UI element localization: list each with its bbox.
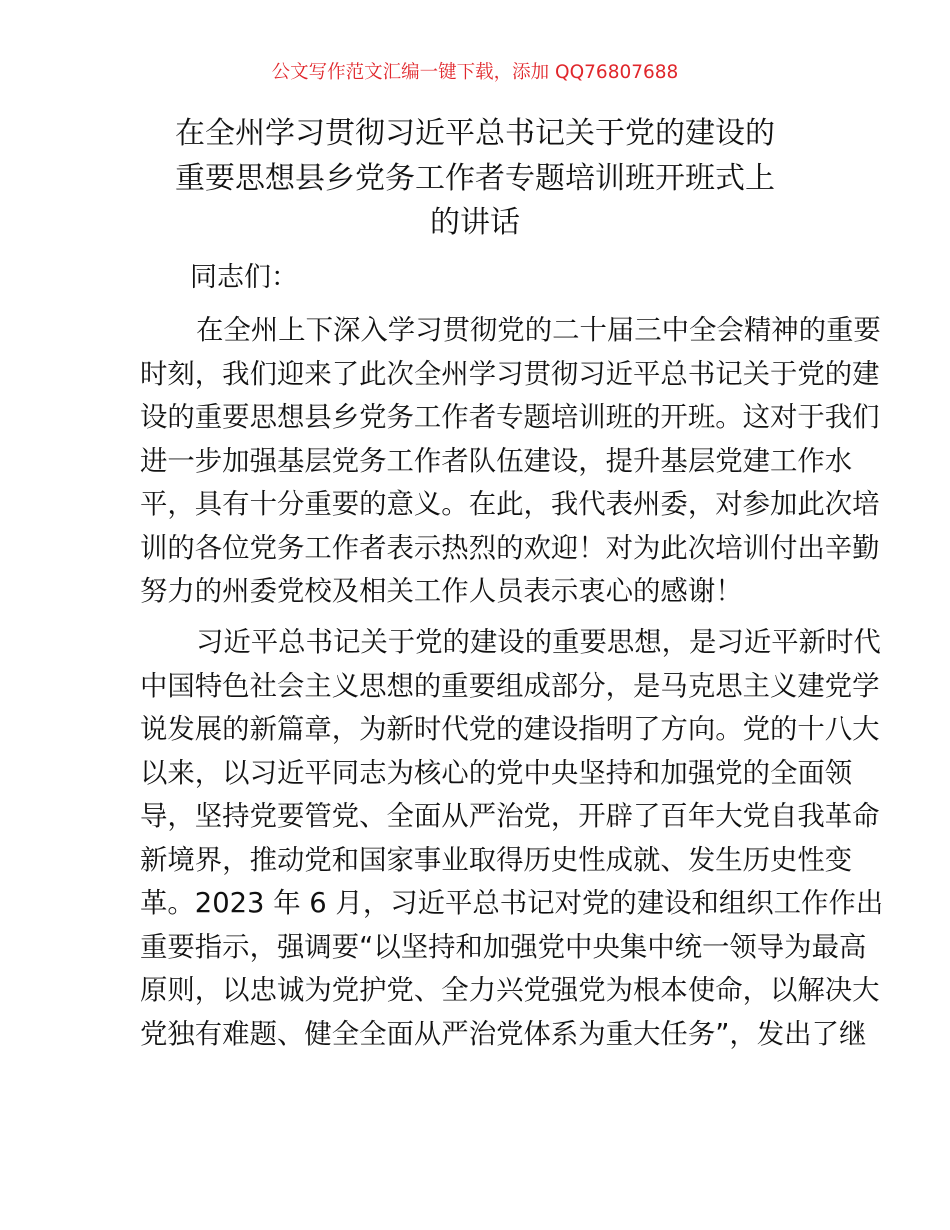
text-line: 在全州上下深入学习贯彻党的二十届三中全会精神的重要 [196,315,881,346]
text-line: 设的重要思想县乡党务工作者专题培训班的开班。这对于我们 [140,402,880,433]
download-promo-banner: 公文写作范文汇编一键下载，添加 QQ76807688 [271,62,679,83]
text-line: 习近平总书记关于党的建设的重要思想，是习近平新时代 [196,627,881,658]
document-title [130,112,820,246]
title-line: 的讲话 [430,205,520,240]
text-line: 训的各位党务工作者表示热烈的欢迎！对为此次培训付出辛勤 [140,532,880,564]
text-line: 重要指示，强调要“以坚持和加强党中央集中统一领导为最高 [140,931,867,963]
paragraph-party-building-thought [140,621,884,1056]
text-line: 努力的州委党校及相关工作人员表示衷心的感谢！ [140,576,743,607]
title-line: 重要思想县乡党务工作者专题培训班开班式上 [175,160,775,196]
text-line: 原则，以忠诚为党护党、全力兴党强党为根本使命，以解决大 [140,975,880,1006]
text-line: 革。2023 年 6 月，习近平总书记对党的建设和组织工作作出 [140,888,884,919]
text-line: 导，坚持党要管党、全面从严治党，开辟了百年大党自我革命 [140,801,880,832]
paragraph-opening [140,309,881,614]
salutation: 同志们： [190,262,298,293]
text-line: 说发展的新篇章，为新时代党的建设指明了方向。党的十八大 [140,714,880,745]
text-line: 中国特色社会主义思想的重要组成部分，是马克思主义建党学 [140,670,880,702]
text-line: 时刻，我们迎来了此次全州学习贯彻习近平总书记关于党的建 [140,358,880,390]
text-line: 党独有难题、健全全面从严治党体系为重大任务”，发出了继 [140,1018,867,1050]
text-line: 进一步加强基层党务工作者队伍建设，提升基层党建工作水 [140,445,853,477]
text-line: 以来，以习近平同志为核心的党中央坚持和加强党的全面领 [140,757,853,789]
text-line: 平，具有十分重要的意义。在此，我代表州委，对参加此次培 [140,489,880,520]
title-line: 在全州学习贯彻习近平总书记关于党的建设的 [175,116,775,151]
text-line: 新境界，推动党和国家事业取得历史性成就、发生历史性变 [140,844,853,876]
